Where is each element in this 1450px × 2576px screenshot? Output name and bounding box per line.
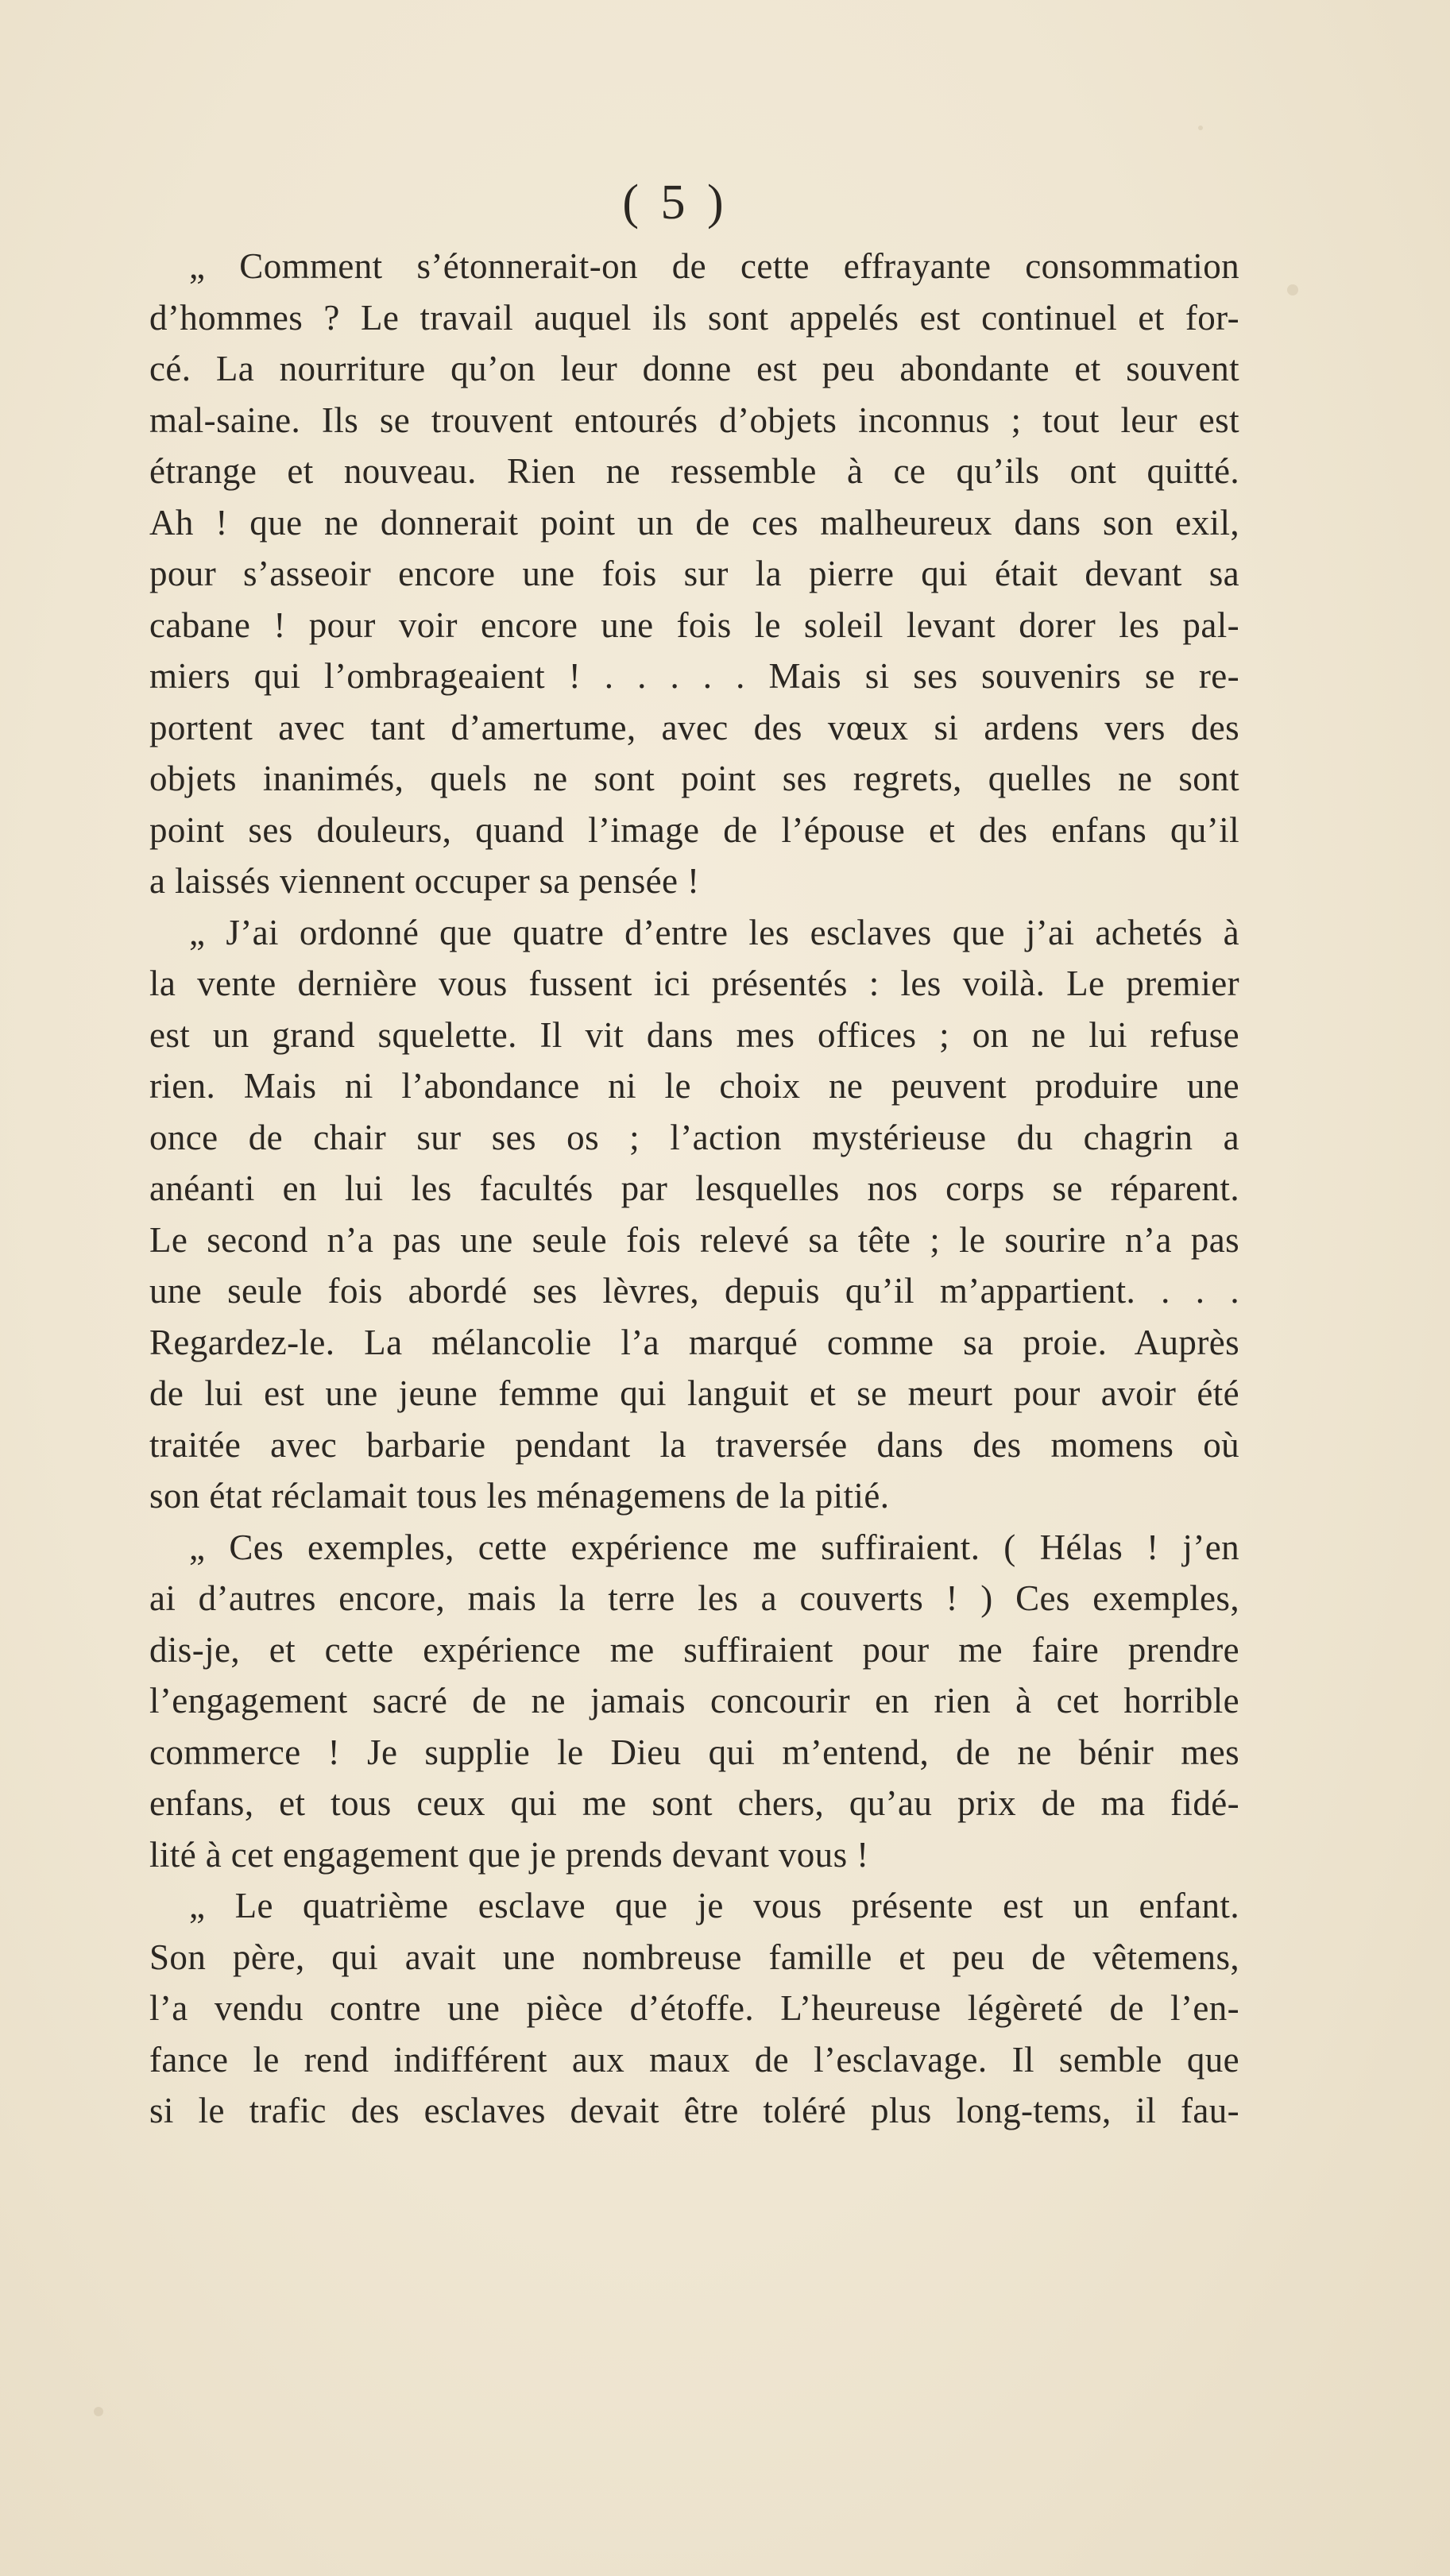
text-line: ai d’autres encore, mais la terre les a couverts ! ) Ces exemples, — [149, 1578, 1239, 1618]
text-line: miers qui l’ombrageaient ! . . . . . Mais si ses souvenirs se re- — [149, 656, 1239, 696]
text-line: la vente dernière vous fussent ici présentés : les voilà. Le premier — [149, 964, 1239, 1003]
text-line: enfans, et tous ceux qui me sont chers, qu’au prix de ma fidé- — [149, 1783, 1239, 1823]
text-line: l’engagement sacré de ne jamais concourir en rien à cet horrible — [149, 1681, 1239, 1721]
text-line: fance le rend indifférent aux maux de l’esclavage. Il semble que — [149, 2039, 1239, 2080]
text-line: Ah ! que ne donnerait point un de ces malheureux dans son exil, — [149, 502, 1239, 543]
text-line: rien. Mais ni l’abondance ni le choix ne peuvent produire une — [149, 1066, 1239, 1106]
text-line: d’hommes ? Le travail auquel ils sont appelés est continuel et for- — [149, 297, 1239, 338]
text-line: cé. La nourriture qu’on leur donne est peu abondante et souvent — [149, 349, 1239, 388]
text-line: est un grand squelette. Il vit dans mes offices ; on ne lui refuse — [149, 1014, 1239, 1055]
text-line: once de chair sur ses os ; l’action mystérieuse du chagrin a — [149, 1117, 1239, 1157]
paper-spot — [94, 2407, 103, 2416]
text-line: commerce ! Je supplie le Dieu qui m’entend, de ne bénir mes — [149, 1732, 1239, 1772]
text-line: pour s’asseoir encore une fois sur la pierre qui était devant sa — [149, 554, 1239, 593]
text-line: „ Comment s’étonnerait-on de cette effrayante consommation — [189, 246, 1239, 286]
text-line: traitée avec barbarie pendant la traversée dans des momens où — [149, 1424, 1239, 1465]
paper-spot — [1287, 284, 1298, 295]
text-line: point ses douleurs, quand l’image de l’épouse et des enfans qu’il — [149, 809, 1239, 850]
text-line: mal-saine. Ils se trouvent entourés d’objets inconnus ; tout leur est — [149, 400, 1239, 440]
paper-spot — [1198, 126, 1203, 130]
text-line: son état réclamait tous les ménagemens de la pitié. — [149, 1476, 890, 1516]
body-text — [149, 241, 1239, 2137]
text-line: portent avec tant d’amertume, avec des vœux si ardens vers des — [149, 707, 1239, 747]
text-line: „ J’ai ordonné que quatre d’entre les esclaves que j’ai achetés à — [189, 912, 1239, 952]
text-line: Le second n’a pas une seule fois relevé sa tête ; le sourire n’a pas — [149, 1219, 1239, 1260]
text-line: cabane ! pour voir encore une fois le soleil levant dorer les pal- — [149, 604, 1239, 645]
text-line: l’a vendu contre une pièce d’étoffe. L’heureuse légèreté de l’en- — [149, 1988, 1239, 2028]
text-line: de lui est une jeune femme qui languit et se meurt pour avoir été — [149, 1373, 1239, 1413]
text-line: Son père, qui avait une nombreuse famille et peu de vêtemens, — [149, 1937, 1239, 1977]
text-line: „ Le quatrième esclave que je vous présente est un enfant. — [189, 1886, 1239, 1925]
text-line: étrange et nouveau. Rien ne ressemble à ce qu’ils ont quitté. — [149, 451, 1239, 491]
text-line: „ Ces exemples, cette expérience me suffiraient. ( Hélas ! j’en — [189, 1527, 1239, 1567]
text-line: objets inanimés, quels ne sont point ses regrets, quelles ne sont — [149, 759, 1239, 798]
text-line: lité à cet engagement que je prends devant vous ! — [149, 1834, 869, 1875]
text-line: anéanti en lui les facultés par lesquelles nos corps se réparent. — [149, 1168, 1239, 1208]
text-line: Regardez-le. La mélancolie l’a marqué comme sa proie. Auprès — [149, 1322, 1239, 1362]
text-line: dis-je, et cette expérience me suffiraient pour me faire prendre — [149, 1629, 1239, 1670]
text-line: a laissés viennent occuper sa pensée ! — [149, 861, 700, 901]
text-line: si le trafic des esclaves devait être toléré plus long-tems, il fau- — [149, 2091, 1239, 2130]
page-number: ( 5 ) — [622, 176, 729, 230]
text-line: une seule fois abordé ses lèvres, depuis qu’il m’appartient. . . . — [149, 1271, 1239, 1311]
